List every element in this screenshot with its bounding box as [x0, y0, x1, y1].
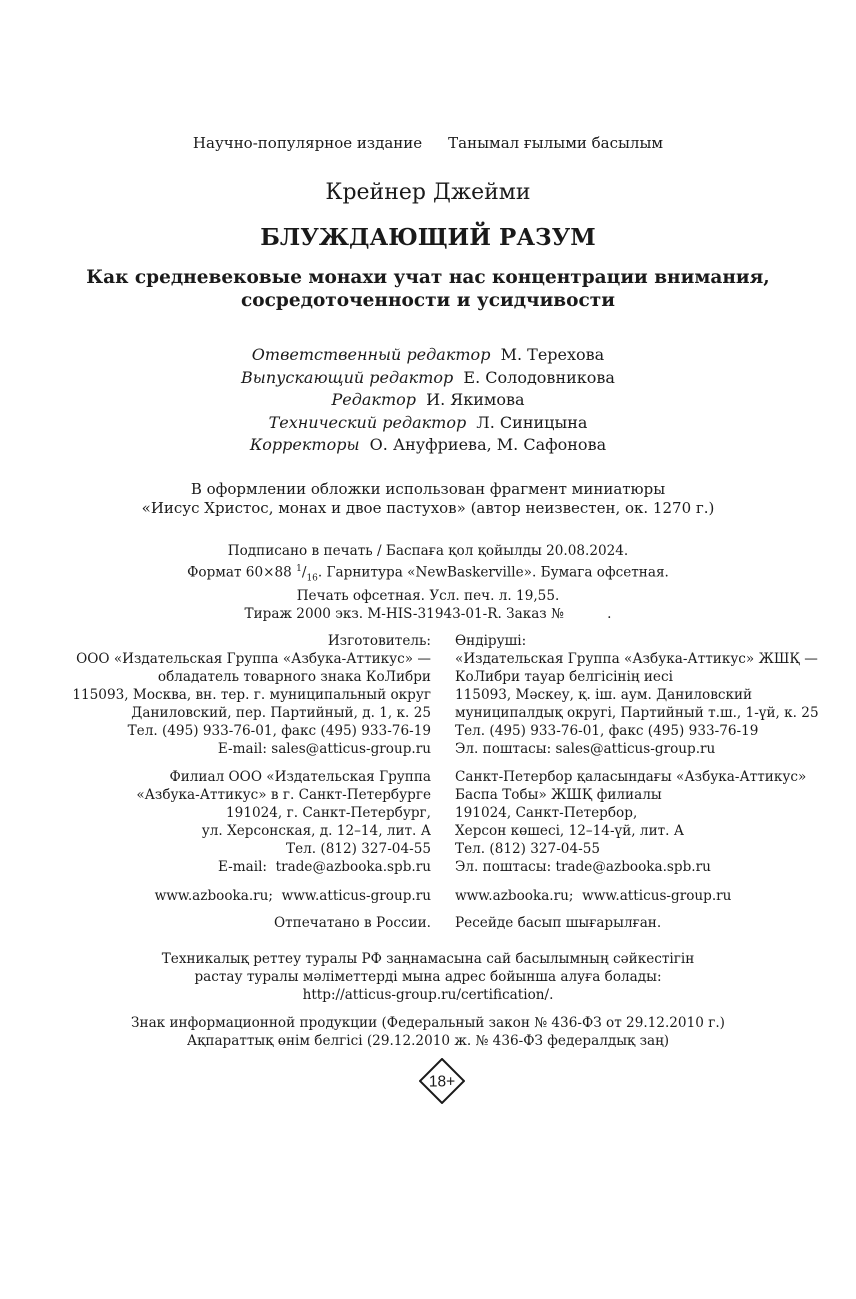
credit-line	[0, 367, 856, 390]
print-format: Формат 60×88 $^1/_{16}$. Гарнитура «NewBaskerville». Бумага офсетная.	[187, 564, 669, 584]
branch-ru-line: Филиал ООО «Издательская Группа	[169, 769, 431, 785]
credit-line	[0, 434, 856, 457]
cover-note-line: «Иисус Христос, монах и двое пастухов» (автор неизвестен, ок. 1270 г.)	[141, 499, 715, 517]
print-signed: Подписано в печать / Баспаға қол қойылды 20.08.2024.	[227, 543, 629, 559]
branch-kk	[455, 768, 806, 876]
credit-role: Технический редактор	[268, 412, 467, 432]
certification-line: растау туралы мәліметтерді мына адрес бойынша алуға болады:	[194, 969, 662, 985]
manufacturer-ru-line: Даниловский, пер. Партийный, д. 1, к. 25	[131, 705, 431, 721]
manufacturer-kk-line: «Издательская Группа «Азбука-Аттикус» ЖШҚ —	[455, 651, 818, 667]
branch-ru	[136, 768, 431, 876]
branch-kk-line: Баспа Тобы» ЖШҚ филиалы	[455, 787, 662, 803]
manufacturer-kk-line: 115093, Мәскеу, қ. іш. аум. Даниловский	[455, 687, 753, 703]
credit-line	[0, 389, 856, 412]
info-product-mark	[0, 1014, 856, 1050]
print-method: Печать офсетная. Усл. печ. л. 19,55.	[296, 588, 560, 605]
edition-type	[0, 134, 856, 152]
credit-role: Ответственный редактор	[251, 345, 491, 364]
branch-ru-line: «Азбука-Аттикус» в г. Санкт-Петербурге	[136, 787, 431, 803]
branch-ru-line: ул. Херсонская, д. 12–14, лит. А	[201, 823, 431, 839]
branch-ru-line: E-mail: trade@azbooka.spb.ru	[217, 859, 431, 875]
print-run: Тираж 2000 экз. M-HIS-31943-01-R. Заказ № .	[244, 606, 612, 623]
printed-in-kk: Ресейде басып шығарылған.	[455, 915, 662, 931]
info-mark-line: Ақпараттық өнім белгісі (29.12.2010 ж. № 436-ФЗ федералдық заң)	[186, 1033, 670, 1049]
manufacturer-kk	[455, 632, 819, 758]
certification-line: Техникалық реттеу туралы РФ заңнамасына сай басылымның сәйкестігін	[161, 951, 695, 967]
manufacturer-kk-line: Эл. поштасы: sales@atticus-group.ru	[455, 741, 716, 757]
credit-name: И. Якимова	[426, 390, 525, 409]
print-info	[0, 542, 856, 623]
credit-role: Корректоры	[249, 435, 360, 454]
credit-name: Л. Синицына	[476, 412, 588, 432]
credit-role: Редактор	[331, 390, 416, 409]
branch-kk-line: 191024, Санкт-Петербор,	[455, 805, 638, 821]
subtitle-line: сосредоточенности и усидчивости	[241, 290, 615, 311]
manufacturer-kk-line: КоЛибри тауар белгісінің иесі	[455, 669, 673, 685]
manufacturer-kk-line: муниципалдық округі, Партийный т.ш., 1-үй, к. 25	[455, 705, 819, 721]
book-title: БЛУЖДАЮЩИЙ РАЗУМ	[260, 224, 596, 251]
websites-kk[interactable]: www.azbooka.ru; www.atticus-group.ru	[455, 888, 732, 904]
manufacturer-ru-line: E-mail: sales@atticus-group.ru	[217, 741, 431, 757]
certification-note	[0, 950, 856, 1004]
credit-name: О. Ануфриева, М. Сафонова	[369, 435, 607, 454]
credit-role: Выпускающий редактор	[241, 367, 454, 387]
author-name: Крейнер Джейми	[325, 180, 531, 205]
age-rating-badge	[419, 1058, 465, 1104]
info-mark-line: Знак информационной продукции (Федеральный закон № 436-ФЗ от 29.12.2010 г.)	[131, 1015, 725, 1031]
manufacturer-ru	[72, 632, 431, 758]
book-subtitle	[0, 266, 856, 312]
age-rating-label: 18+	[428, 1073, 456, 1091]
manufacturer-ru-line: ООО «Издательская Группа «Азбука-Аттикус» —	[76, 651, 431, 667]
manufacturer-ru-line: Изготовитель:	[327, 633, 431, 649]
websites-ru[interactable]: www.azbooka.ru; www.atticus-group.ru	[154, 888, 431, 904]
manufacturer-ru-line: обладатель товарного знака КоЛибри	[157, 669, 431, 685]
edition-type-ru: Научно-популярное издание	[192, 134, 423, 152]
branch-kk-line: Херсон көшесі, 12–14-үй, лит. А	[455, 823, 685, 839]
branch-ru-line: Тел. (812) 327-04-55	[286, 841, 431, 857]
credit-name: Е. Солодовникова	[463, 367, 615, 387]
branch-kk-line: Эл. поштасы: trade@azbooka.spb.ru	[455, 859, 711, 875]
manufacturer-ru-line: Тел. (495) 933-76-01, факс (495) 933-76-19	[127, 723, 431, 739]
branch-ru-line: 191024, г. Санкт-Петербург,	[226, 805, 431, 821]
cover-note	[0, 480, 856, 518]
manufacturer-kk-line: Өндіруші:	[455, 633, 527, 649]
branch-kk-line: Тел. (812) 327-04-55	[455, 841, 600, 857]
manufacturer-kk-line: Тел. (495) 933-76-01, факс (495) 933-76-19	[455, 723, 759, 739]
edition-type-kk: Танымал ғылыми басылым	[448, 134, 664, 152]
credit-name: М. Терехова	[500, 345, 605, 364]
credits	[0, 344, 856, 457]
subtitle-line: Как средневековые монахи учат нас концентрации внимания,	[86, 267, 770, 288]
printed-in-ru: Отпечатано в России.	[273, 915, 431, 931]
certification-url[interactable]: http://atticus-group.ru/certification/.	[302, 987, 554, 1003]
manufacturer-ru-line: 115093, Москва, вн. тер. г. муниципальный округ	[72, 687, 431, 703]
cover-note-line: В оформлении обложки использован фрагмент миниатюры	[190, 480, 666, 498]
credit-line	[0, 412, 856, 435]
credit-line	[0, 344, 856, 367]
branch-kk-line: Санкт-Петербор қаласындағы «Азбука-Аттикус»	[455, 769, 807, 785]
